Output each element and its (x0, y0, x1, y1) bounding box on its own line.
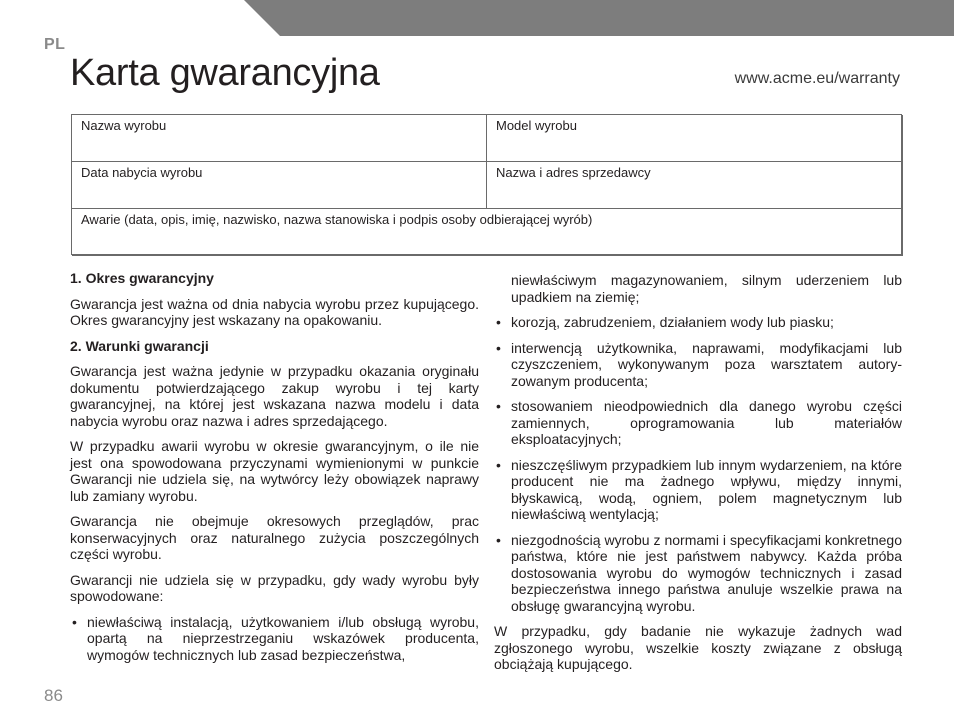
right-column (494, 272, 902, 682)
warranty-form (71, 114, 902, 255)
list-item-text: interwencją użytkownika, naprawami, modyfikacjami lub czyszczeniem, wykonywanym poza warsztatem autoryzowanym producenta; (511, 339, 902, 389)
section-heading-warranty-terms: 2. Warunki gwarancji (70, 337, 209, 354)
seller-label: Nazwa i adres sprzedawcy (496, 165, 651, 180)
bullet-icon: • (72, 613, 77, 630)
exclusions-list (70, 614, 479, 664)
section-heading-warranty-period: 1. Okres gwarancyjny (70, 270, 214, 286)
product-name-field[interactable] (72, 115, 487, 162)
faults-field[interactable] (72, 209, 901, 254)
bullet-icon: • (496, 339, 501, 356)
list-item-text: nieszczęśliwym przypadkiem lub innym wydarzeniem, na które producent nie ma żadnego wpływu, między innymi, błyskawicą, wodą, ogniem, polem magnetycznym lub niewłaściwą wentylacją; (511, 456, 902, 522)
bullet-icon: • (496, 456, 501, 473)
bullet-icon: • (496, 398, 501, 414)
list-item (494, 398, 902, 448)
bullet-icon: • (496, 531, 501, 548)
closing-paragraph: W przypadku, gdy badanie nie wykazuje żadnych wad zgłoszonego wyrobu, wszelkie koszty związane z obsługą obciążają kupującego. (494, 623, 902, 672)
list-item-text: stosowaniem nieodpowiednich dla danego wyrobu części zamiennych, oprogramowania lub materiałów eksploatacyjnych; (511, 398, 902, 447)
language-label: PL (44, 36, 66, 53)
list-item-continuation: niewłaściwym magazynowaniem, silnym uderzeniem lub upadkiem na ziemię; (511, 272, 902, 305)
paragraph: Gwarancji nie udziela się w przypadku, gdy wady wyrobu były spowodowane: (70, 571, 479, 604)
warranty-url: www.acme.eu/warranty (734, 70, 900, 87)
left-column (70, 270, 479, 672)
paragraph: Gwarancja jest ważna jedynie w przypadku okazania oryginału dokumentu potwierdzającego zakup wyrobu i tej karty gwarancyjnej, na której jest wskazana nazwa modelu i data nabycia wyrobu oraz nazwa i adres sprzedającego. (70, 363, 479, 429)
product-name-label: Nazwa wyrobu (81, 118, 167, 133)
seller-field[interactable] (487, 162, 901, 209)
list-item (494, 314, 902, 331)
product-model-field[interactable] (487, 115, 901, 162)
faults-label: Awarie (data, opis, imię, nazwisko, nazwa stanowiska i podpis osoby odbierającej wyrób) (81, 212, 593, 227)
list-item (494, 457, 902, 523)
paragraph: Gwarancja jest ważna od dnia nabycia wyrobu przez kupującego. Okres gwarancyjny jest wskazany na opakowaniu. (70, 295, 479, 328)
paragraph: Gwarancja nie obejmuje okresowych przeglądów, prac konserwacyjnych oraz naturalnego zużycia poszczególnych części wyrobu. (70, 513, 479, 562)
purchase-date-field[interactable] (72, 162, 487, 209)
exclusions-list-continued (494, 314, 902, 614)
list-item (494, 340, 902, 390)
paragraph: W przypadku awarii wyrobu w okresie gwarancyjnym, o ile nie jest ona spowodowana przyczynami wymienionymi w punkcie Gwarancji nie udziela się, na wytwórcy leży obowiązek naprawy lub zamiany wyrobu. (70, 438, 479, 504)
page-title: Karta gwarancyjna (70, 52, 380, 94)
product-model-label: Model wyrobu (496, 118, 577, 133)
bullet-icon: • (496, 314, 501, 330)
list-item (494, 532, 902, 615)
purchase-date-label: Data nabycia wyrobu (81, 165, 203, 180)
list-item-text: niewłaściwą instalacją, użytkowaniem i/lub obsługą wyrobu, opartą na nieprzestrzeganiu wskazówek producenta, wymogów technicznych lub zasad bezpieczeństwa, (87, 613, 479, 663)
list-item-text: niezgodnością wyrobu z normami i specyfikacjami konkretnego państwa, które nie jest państwem nabywcy. Każda próba dostosowania wyrobu do wymogów technicznych i zasad bezpieczeństwa innego państwa anuluje wszelkie prawa na obsługę gwarancyjną wyrobu. (511, 531, 902, 614)
list-item-text: korozją, zabrudzeniem, działaniem wody lub piasku; (511, 314, 834, 330)
header-band (0, 0, 954, 36)
list-item (70, 614, 479, 664)
page-number: 86 (44, 686, 63, 705)
